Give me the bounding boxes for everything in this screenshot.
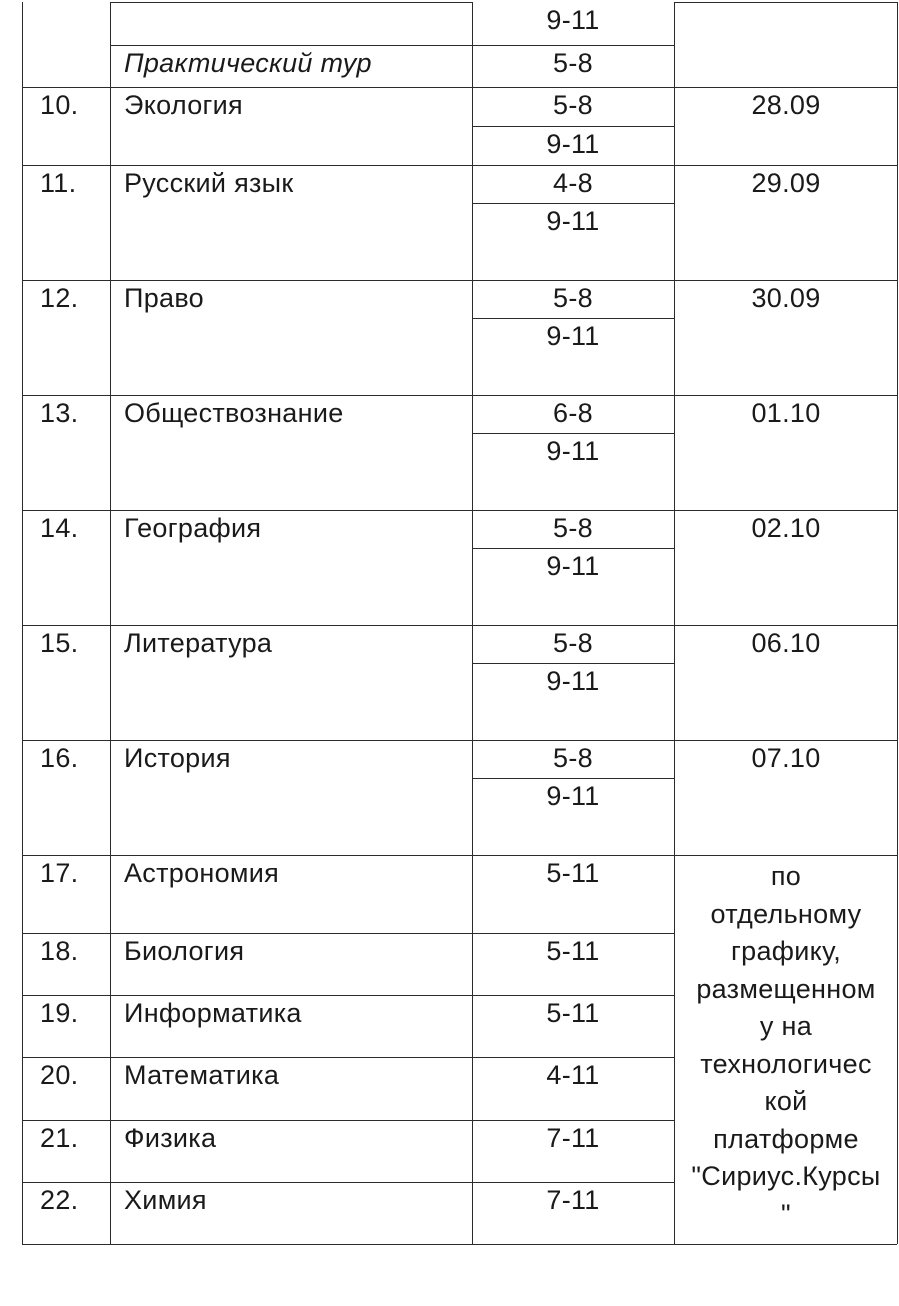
sirius-schedule-note [680,858,892,1233]
row-number: 15. [40,628,79,658]
olympiad-date: 02.10 [751,513,821,543]
class-range: 5-11 [546,858,600,888]
table-rule-horizontal [22,87,897,88]
subject-name: Экология [124,90,243,120]
table-rule-horizontal [22,165,897,166]
sirius-note-line: по [770,861,802,891]
sirius-note-line: размещенном [696,973,876,1004]
subject-name: Литература [124,628,273,658]
class-range: 6-8 [553,398,593,428]
subject-name: Русский язык [124,168,294,198]
table-rule-vertical [22,2,23,87]
table-rule-horizontal [472,548,674,549]
class-range: 9-11 [546,5,600,35]
class-range: 7-11 [546,1185,600,1215]
table-rule-horizontal [472,126,674,127]
table-rule-horizontal [22,1182,674,1183]
subject-name: География [124,513,262,543]
table-rule-horizontal [472,318,674,319]
class-range: 4-8 [553,168,593,198]
table-rule-horizontal [22,1057,674,1058]
subject-name: Математика [124,1060,280,1090]
class-range: 9-11 [546,666,600,696]
class-range: 5-8 [553,283,593,313]
row-number: 12. [40,283,79,313]
table-rule-horizontal [472,663,674,664]
table-rule-horizontal [110,45,674,46]
subject-name: Информатика [124,998,302,1028]
sirius-note-line: "Сириус.Курсы [691,1161,881,1191]
table-rule-vertical [897,2,898,1244]
row-number: 10. [40,90,79,120]
table-rule-horizontal [22,280,897,281]
class-range: 5-8 [553,90,593,120]
table-rule-horizontal [22,855,897,856]
class-range: 9-11 [546,551,600,581]
class-range: 9-11 [546,321,600,351]
class-range: 7-11 [546,1123,600,1153]
table-rule-horizontal [22,1120,674,1121]
row-number: 22. [40,1185,79,1215]
table-rule-vertical [472,2,473,1244]
olympiad-date: 28.09 [751,90,821,120]
table-rule-horizontal [22,995,674,996]
class-range: 9-11 [546,781,600,811]
subject-name: Физика [124,1123,217,1153]
sirius-note-line: кой [764,1086,808,1116]
class-range: 5-8 [553,513,593,543]
table-rule-horizontal [22,933,674,934]
table-rule-horizontal [22,625,897,626]
subject-name: Биология [124,936,245,966]
row-number: 18. [40,936,79,966]
sirius-note-line: технологичес [700,1048,872,1079]
class-range: 5-8 [553,48,593,78]
class-range: 5-8 [553,743,593,773]
class-range: 9-11 [546,206,600,236]
row-number: 19. [40,998,79,1028]
subject-name: Химия [124,1185,207,1215]
row-number: 11. [40,168,77,198]
olympiad-date: 07.10 [751,743,821,773]
class-range: 5-11 [546,998,600,1028]
row-number: 14. [40,513,79,543]
sirius-note-line: у на [759,1011,813,1041]
olympiad-date: 30.09 [751,283,821,313]
table-rule-vertical [674,2,675,1244]
table-rule-vertical [22,87,23,1244]
table-rule-vertical [110,2,111,1244]
row-number: 13. [40,398,79,428]
class-range: 5-11 [546,936,600,966]
olympiad-date: 01.10 [751,398,821,428]
subject-name: История [124,743,231,773]
table-rule-horizontal [22,1244,897,1245]
subject-name: Астрономия [124,858,280,888]
table-rule-horizontal [110,2,472,3]
table-rule-horizontal [22,510,897,511]
class-range: 9-11 [546,436,600,466]
table-rule-horizontal [472,778,674,779]
olympiad-date: 29.09 [751,168,821,198]
table-rule-horizontal [674,2,897,3]
class-range: 9-11 [546,129,600,159]
row-number: 17. [40,858,79,888]
table-rule-horizontal [472,433,674,434]
class-range: 4-11 [546,1060,600,1090]
row-number: 16. [40,743,79,773]
subject-name: Право [124,283,204,313]
table-rule-horizontal [472,203,674,204]
class-range: 5-8 [553,628,593,658]
practical-tour-label: Практический тур [124,48,372,78]
table-rule-horizontal [22,395,897,396]
table-rule-horizontal [22,740,897,741]
sirius-note-line: " [781,1198,791,1229]
subject-name: Обществознание [124,398,344,428]
sirius-note-line: графику, [731,936,841,966]
sirius-note-line: платформе [713,1123,859,1154]
row-number: 20. [40,1060,79,1090]
olympiad-date: 06.10 [751,628,821,658]
row-number: 21. [40,1123,79,1153]
sirius-note-line: отдельному [710,898,862,929]
